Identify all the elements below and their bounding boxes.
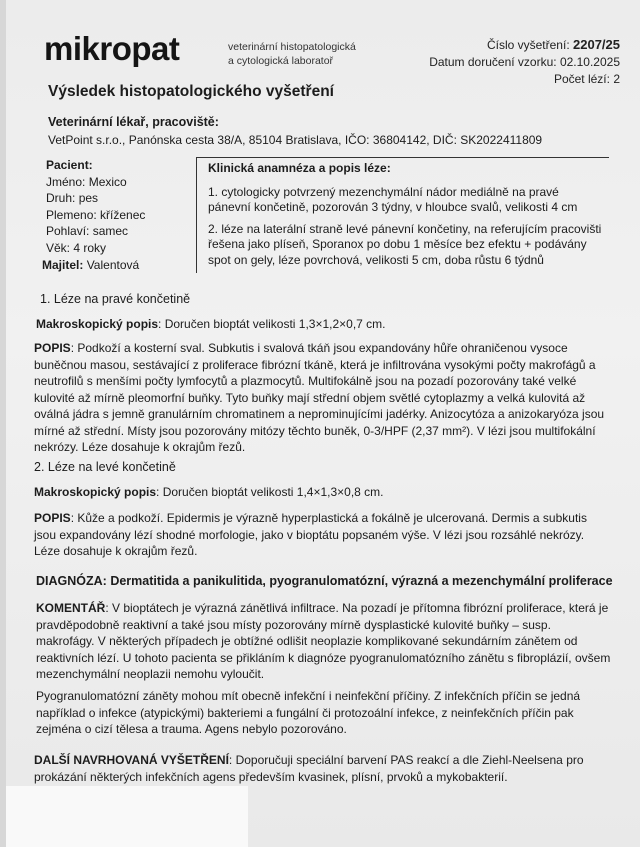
anamnesis-item-1: 1. cytologicky potvrzený mezenchymální nádor mediálně na pravé pánevní končetině, pozorován 3 týdny, v hloubce svalů, velikosti 4 cm: [208, 184, 578, 214]
owner-label: Majitel:: [42, 258, 84, 272]
owner-info: [42, 258, 139, 272]
anamnesis: [208, 161, 604, 274]
owner-name: Valentová: [86, 258, 140, 272]
lesion2-desc-text: : Kůže a podkoží. Epidermis je výrazně hyperplastická a fokálně je ulcerovaná. Dermis a subkutis jsou expandovány lézí shodné morfologie, jako v bioptátu popsaném výše. V lézi jsou rozsáhlé nekrózy. Léze dosahuje k okrajům řezů.: [34, 511, 587, 558]
lesion1-desc-text: : Podkoží a kosterní sval. Subkutis i svalová tkáň jsou expandovány hůře ohraničenou vysoce buněčnou masou, sestávající z proliferace fibrózní tkáně, která je infiltrována vysokými počty makrofágů a neutrofilů s menšími počty lymfocytů a plazmocytů. Multifokálně jsou na pozadí pozorovány také velké kulovité až mírně pleomorfní buňky. Tyto buňky mají střední objem světlé cytoplazmy a velká kulovitá až oválná jádra s jemně granulárním chromatinem a neprominujícími jadérky. Anizocytóza a anizokaryóza jsou mírné až střední. Místy jsou pozorovány mitózy těchto buněk, 0-3/HPF (2,37 mm²). V lézi jsou multifokální nekrózy. Léze dosahuje k okrajům řezů.: [34, 341, 605, 454]
patient-sex: samec: [92, 224, 129, 238]
age-label: Věk:: [46, 240, 71, 255]
case-number-label: Číslo vyšetření:: [486, 38, 570, 52]
comment-text-1: : V bioptátech je výrazná zánětlivá infiltrace. Na pozadí je přítomna fibrózní proliferace, která je pravděpodobně reaktivní a také jsou místy pozorovány mírně dysplastické kulovité buňky – susp. makrofágy. V některých případech je obtížné odlišit neoplazie komplikované sekundárním zánětem od reaktivních lézí. U tohoto pacienta se přikláním k diagnóze pyogranulomatózního zánětu s fibroplázií, ovšem mezenchymální neoplazii nemohu vyloučit.: [36, 601, 611, 681]
lab-logo: mikropat: [44, 30, 180, 67]
lesion-count: 2: [613, 72, 620, 86]
lesion2-desc-label: POPIS: [34, 511, 71, 525]
redaction-patch: [6, 786, 248, 847]
vet-value: VetPoint s.r.o., Panónska cesta 38/A, 85104 Bratislava, IČO: 36804142, DIČ: SK2022411809: [48, 133, 543, 147]
patient-info: [46, 157, 145, 256]
lesion1-macro: [36, 316, 611, 333]
tagline-line-1: veterinární histopatologická: [228, 41, 356, 53]
patient-age: 4 roky: [73, 240, 107, 255]
diagnosis-text: Dermatitida a panikulitida, pyogranulomatózní, výrazná a mezenchymální proliferace: [110, 574, 613, 588]
case-meta: [429, 36, 620, 88]
vet-label: Veterinární lékař, pracoviště:: [48, 115, 219, 129]
received-date: 02.10.2025: [559, 55, 620, 69]
lesion2-heading: 2. Léze na levé končetině: [34, 460, 176, 474]
lesion-count-label: Počet lézí:: [553, 72, 610, 86]
lesion2-description: [34, 510, 611, 560]
page-title: Výsledek histopatologického vyšetření: [48, 83, 334, 100]
name-label: Jméno:: [46, 174, 86, 189]
received-label: Datum doručení vzorku:: [429, 55, 557, 69]
sex-label: Pohlaví:: [46, 224, 90, 238]
comment-label: KOMENTÁŘ: [36, 601, 106, 615]
diagnosis-label: DIAGNÓZA:: [36, 574, 107, 588]
patient-heading: Pacient:: [46, 158, 93, 172]
lesion1-macro-text: : Doručen bioptát velikosti 1,3×1,2×0,7 cm.: [158, 317, 386, 331]
comment-paragraph-2: Pyogranulomatózní záněty mohou mít obecně infekční i neinfekční příčiny. Z infekčních příčin se jedná například o infekce (atypickými) bakteriemi a fungální či protozoální infekce, z neinfekčních příčin pak zejména o cizí tělesa a trauma. Agens nebylo pozorováno.: [36, 689, 581, 736]
anamnesis-item-2: 2. léze na laterální straně levé pánevní končetiny, na referujícím pracovišti řešena jako plíseň, Sporanox po dobu 1 měsíce bez efektu + podávány spot on gely, léze povrchová, velikosti 5 cm, doba růstu 6 týdnů: [208, 221, 602, 267]
lab-tagline: [228, 40, 356, 68]
anamnesis-heading: Klinická anamnéza a popis léze:: [208, 161, 391, 175]
patient-breed: kříženec: [100, 207, 146, 222]
breed-label: Plemeno:: [46, 207, 97, 222]
case-number: 2207/25: [573, 37, 620, 52]
comment: [36, 600, 611, 683]
tagline-line-2: a cytologická laboratoř: [228, 55, 334, 67]
lesion2-macro: [34, 484, 611, 501]
lesion2-macro-label: Makroskopický popis: [34, 485, 157, 499]
lesion1-description: [34, 340, 611, 456]
patient-name: Mexico: [88, 174, 127, 189]
further-label: DALŠÍ NAVRHOVANÁ VYŠETŘENÍ: [34, 753, 229, 767]
species-label: Druh:: [46, 191, 76, 205]
lesion1-heading: 1. Léze na pravé končetině: [40, 292, 191, 306]
further-text: : Doporučuji speciální barvení PAS reakcí a dle Ziehl-Neelsena pro prokázání některých infekčních agens především kvasinek, plísní, prvoků a mykobakterií.: [34, 753, 584, 784]
lesion2-macro-text: : Doručen bioptát velikosti 1,4×1,3×0,8 cm.: [156, 485, 384, 499]
lesion1-macro-label: Makroskopický popis: [36, 317, 159, 331]
patient-species: pes: [78, 191, 99, 205]
diagnosis: [36, 574, 613, 588]
further-tests: [34, 752, 611, 785]
lesion1-desc-label: POPIS: [34, 341, 71, 355]
